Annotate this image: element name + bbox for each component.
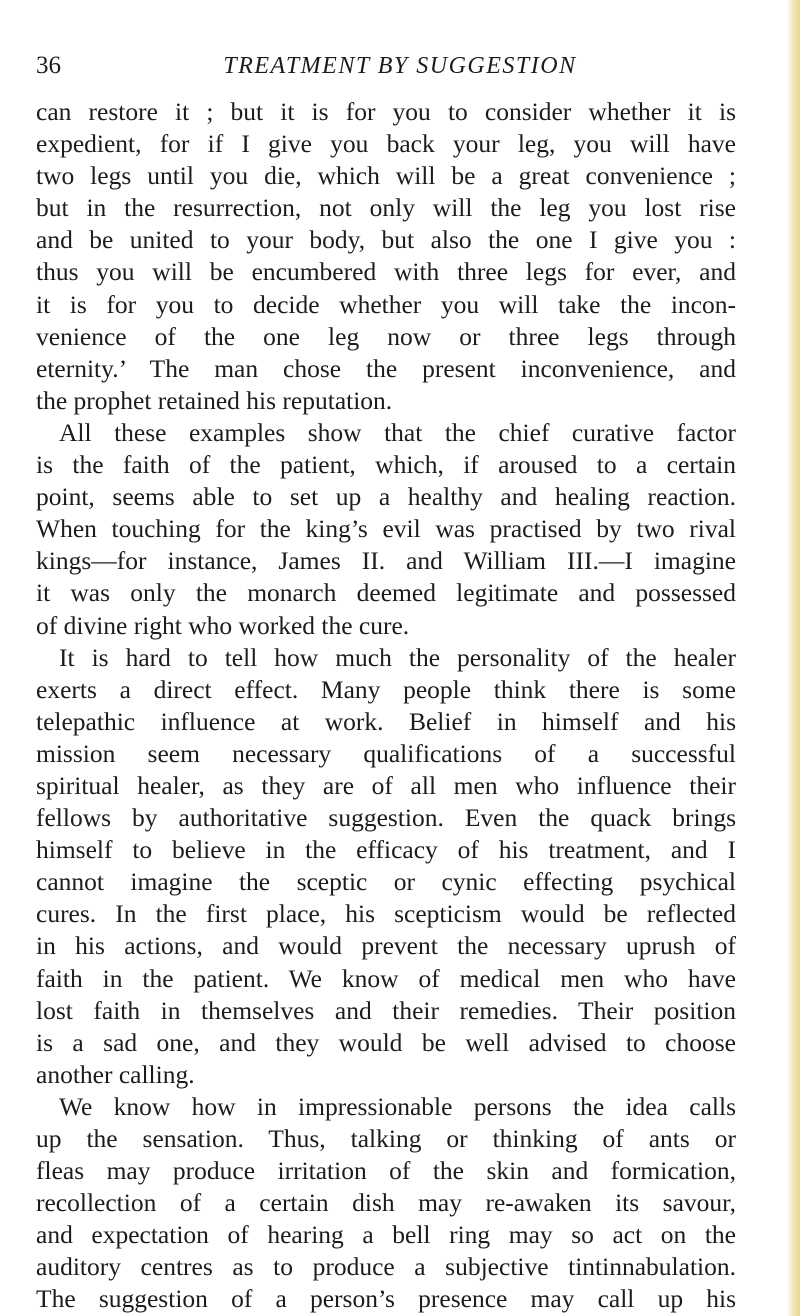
- text-line: is a sad one, and they would be well advised to choose: [36, 1027, 736, 1057]
- text-line: and be united to your body, but also the one I give you :: [36, 225, 736, 255]
- text-line: point, seems able to set up a healthy and healing reaction.: [36, 482, 736, 512]
- text-line: spiritual healer, as they are of all men who influence their: [36, 770, 736, 800]
- text-line: himself to believe in the efficacy of his treatment, and I: [36, 835, 736, 865]
- text-line: cures. In the first place, his scepticism would be reflected: [36, 899, 736, 929]
- text-line: It is hard to tell how much the personality of the healer: [59, 642, 736, 672]
- text-line: lost faith in themselves and their remedies. Their position: [36, 995, 736, 1025]
- text-line: it is for you to decide whether you will take the incon-: [36, 289, 736, 319]
- text-line: of divine right who worked the cure.: [36, 610, 410, 640]
- page-number: 36: [36, 52, 61, 79]
- text-line: two legs until you die, which will be a great convenience ;: [36, 161, 736, 191]
- text-line: fleas may produce irritation of the skin and formication,: [36, 1156, 736, 1186]
- text-line: another calling.: [36, 1059, 195, 1089]
- text-line: All these examples show that the chief curative factor: [59, 417, 736, 447]
- text-line: expedient, for if I give you back your leg, you will have: [36, 129, 736, 159]
- text-line: The suggestion of a person’s presence may call up his: [36, 1284, 736, 1314]
- text-line: eternity.’ The man chose the present inconvenience, and: [36, 353, 736, 383]
- running-head: TREATMENT BY SUGGESTION: [223, 53, 577, 79]
- text-line: it was only the monarch deemed legitimate and possessed: [36, 578, 736, 608]
- text-line: recollection of a certain dish may re-awaken its savour,: [36, 1188, 736, 1218]
- text-line: is the faith of the patient, which, if aroused to a certain: [36, 450, 736, 480]
- page-header: [36, 46, 764, 86]
- body-text: [36, 96, 736, 1316]
- text-line: auditory centres as to produce a subjective tintinnabulation.: [36, 1252, 736, 1282]
- text-line: thus you will be encumbered with three legs for ever, and: [36, 257, 736, 287]
- text-line: but in the resurrection, not only will the leg you lost rise: [36, 193, 736, 223]
- text-line: fellows by authoritative suggestion. Even the quack brings: [36, 803, 736, 833]
- text-line: and expectation of hearing a bell ring may so act on the: [36, 1220, 736, 1250]
- text-line: venience of the one leg now or three legs through: [36, 321, 736, 351]
- text-line: can restore it ; but it is for you to consider whether it is: [36, 97, 736, 126]
- text-line: telepathic influence at work. Belief in himself and his: [36, 706, 736, 736]
- text-line: in his actions, and would prevent the necessary uprush of: [36, 931, 736, 961]
- text-line: When touching for the king’s evil was practised by two rival: [36, 514, 736, 544]
- text-line: exerts a direct effect. Many people think there is some: [36, 674, 736, 704]
- text-line: mission seem necessary qualifications of a successful: [36, 738, 736, 768]
- text-line: up the sensation. Thus, talking or thinking of ants or: [36, 1124, 736, 1153]
- text-line: faith in the patient. We know of medical men who have: [36, 963, 736, 993]
- text-line: cannot imagine the sceptic or cynic effecting psychical: [36, 867, 736, 897]
- text-line: kings—for instance, James II. and William III.—I imagine: [36, 546, 736, 576]
- text-line: the prophet retained his reputation.: [36, 385, 393, 415]
- text-line: We know how in impressionable persons the idea calls: [59, 1091, 736, 1121]
- page-edge: [786, 0, 800, 1316]
